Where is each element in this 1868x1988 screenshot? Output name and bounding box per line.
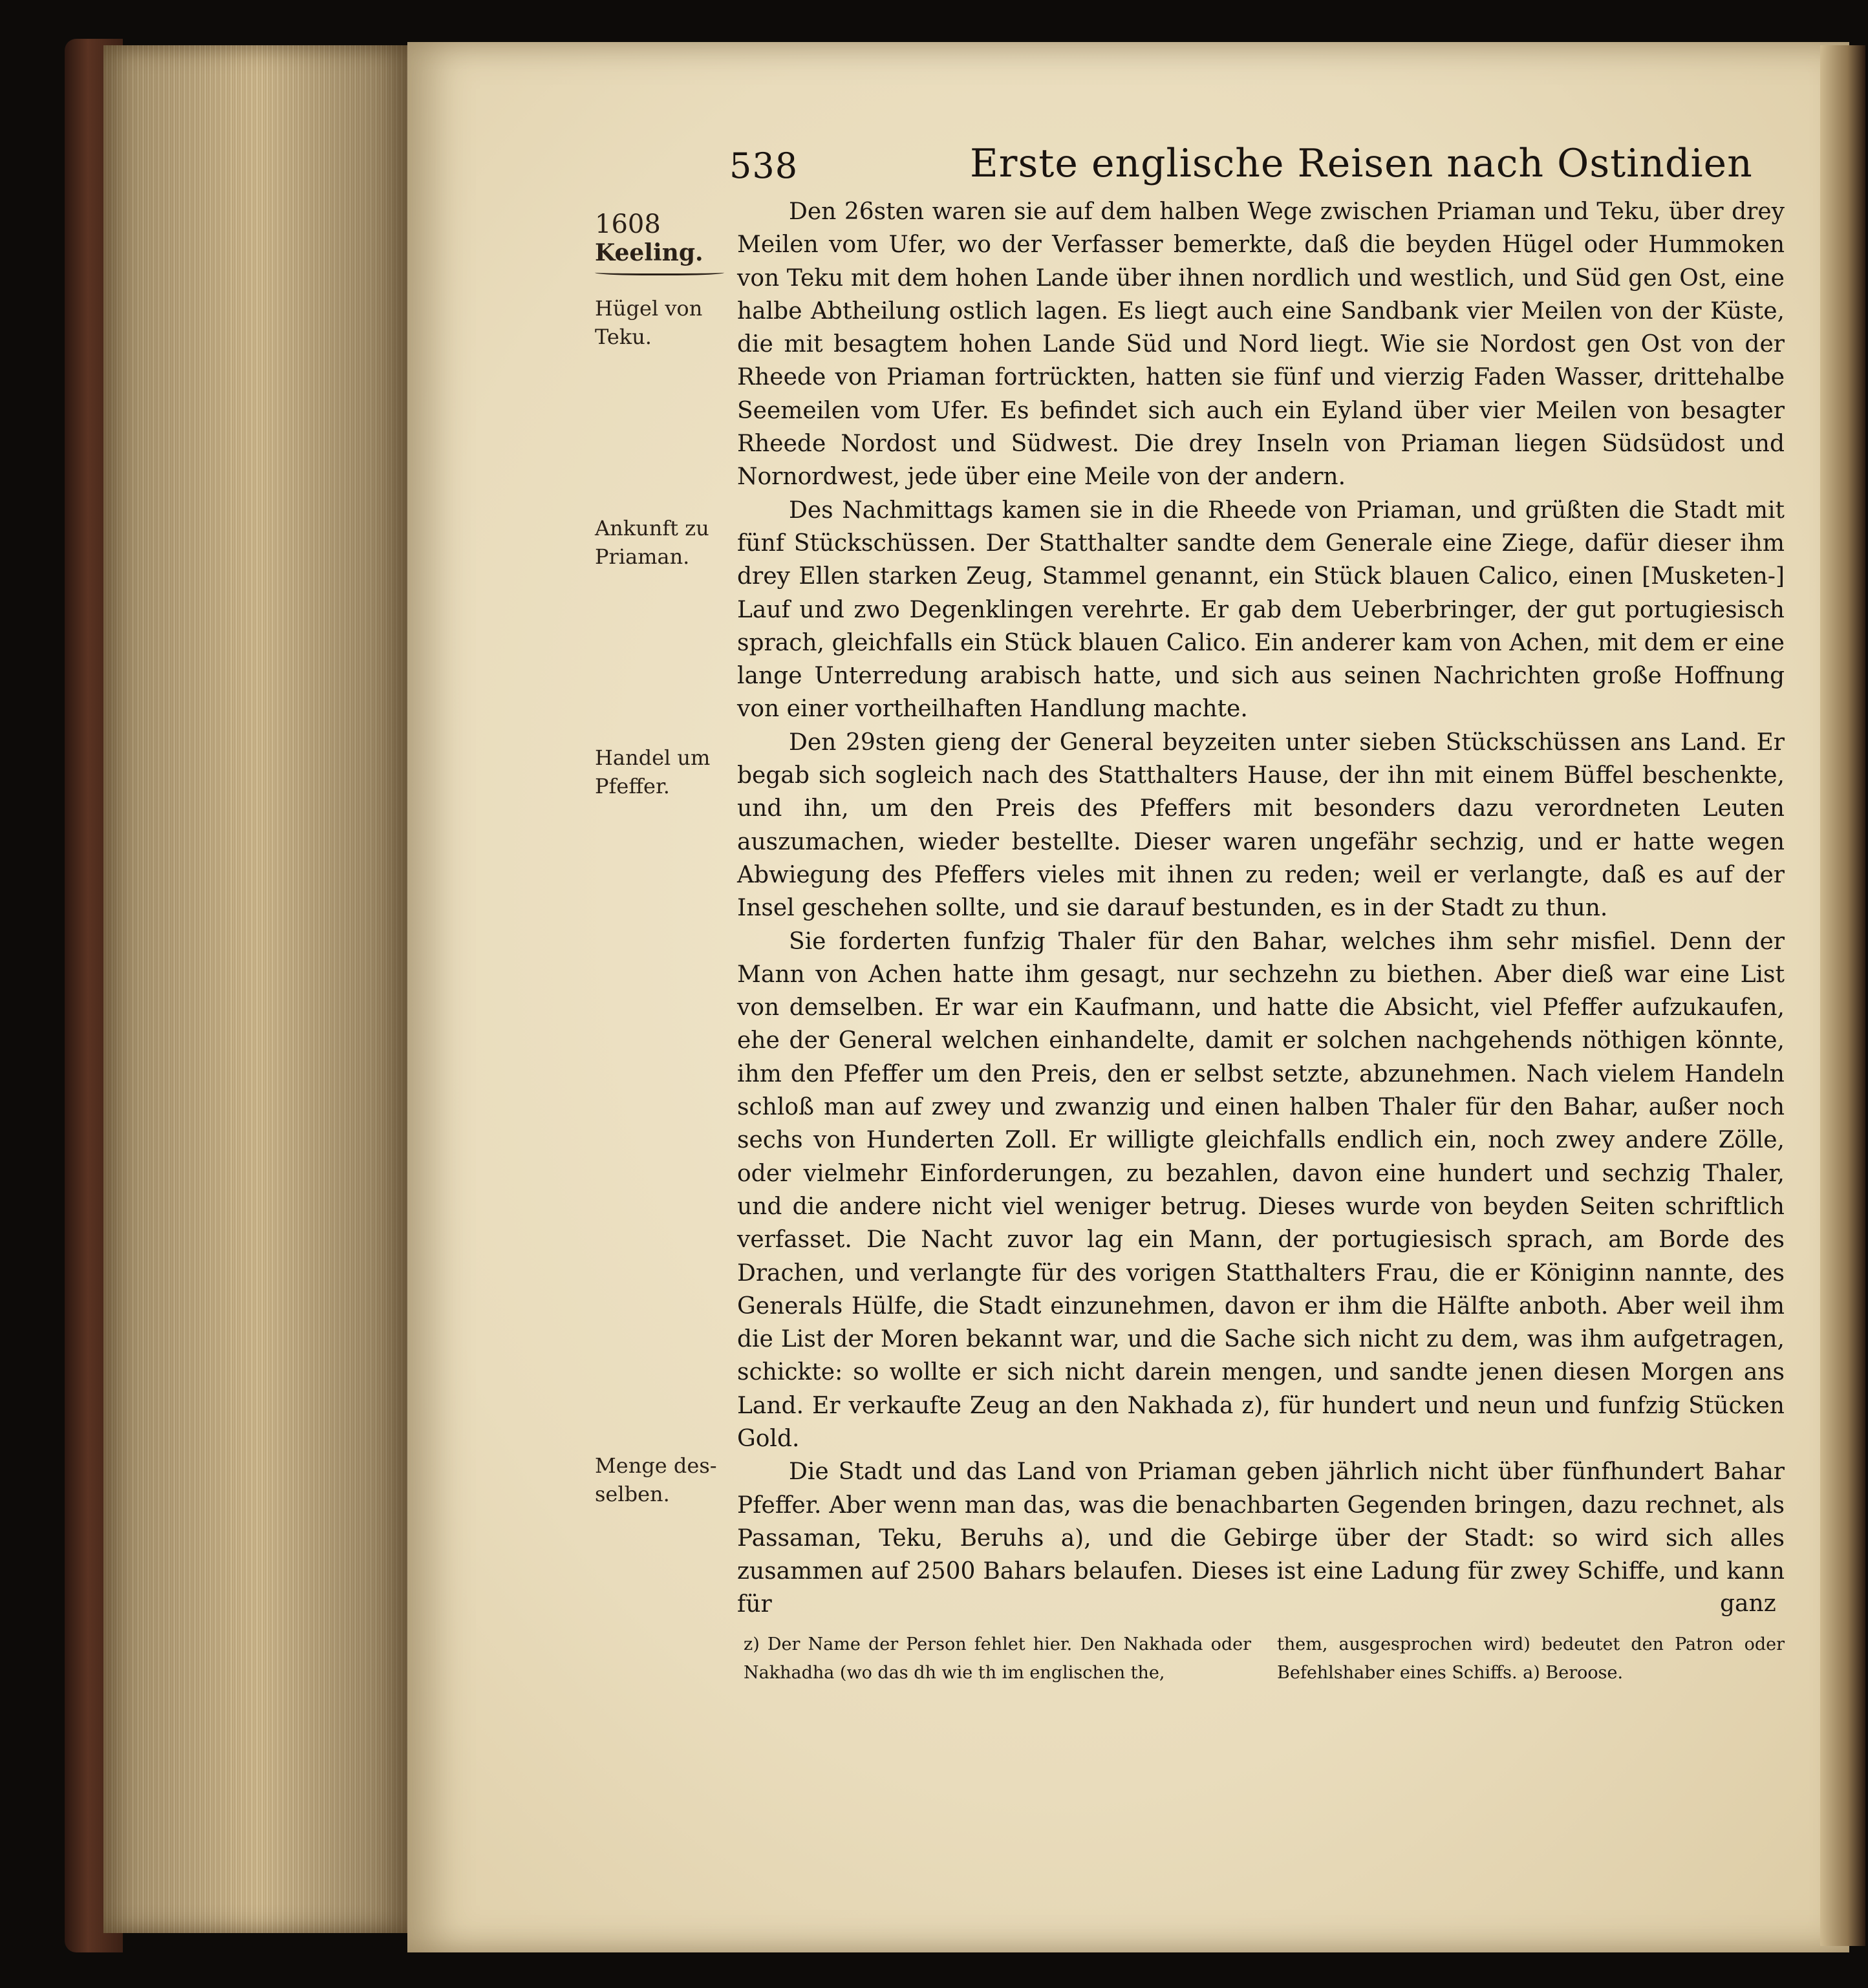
facing-page-edge	[1820, 45, 1865, 1946]
footnotes	[744, 1630, 1785, 1687]
margin-line: selben.	[595, 1482, 670, 1506]
margin-line: Priaman.	[595, 544, 690, 569]
paragraph: Des Nachmittags kamen sie in die Rheede von Priaman, und grüßten die Stadt mit fünf Stückschüssen. Der Statthalter sandte dem Generale eine Ziege, dafür dieser ihm drey Ellen starken Zeug, Stammel genannt, ein Stück blauen Calico, einen [Musketen-] Lauf und zwo Degenklingen verehrte. Er gab dem Ueberbringer, der gut portugiesisch sprach, gleichfalls ein Stück blauen Calico. Ein anderer kam von Achen, mit dem er eine lange Unterredung arabisch hatte, und sich aus seinen Nachrichten große Hoffnung von einer vortheilhaften Handlung machte.	[737, 497, 1785, 723]
body-text	[737, 195, 1785, 1621]
paragraph: Den 29sten gieng der General beyzeiten unter sieben Stückschüssen ans Land. Er begab sich sogleich nach des Statthalters Hause, der ihn mit einem Büffel beschenkte, und ihn, um den Preis des Pfeffers mit besonders dazu verordneten Leuten auszumachen, wieder bestellte. Dieser waren ungefähr sechzig, und er hatte wegen Abwiegung des Pfeffers vieles mit ihnen zu reden; weil er verlangte, daß es auf der Insel geschehen sollte, und sie darauf bestunden, es in der Stadt zu thun.	[737, 729, 1785, 922]
margin-line: 1608	[595, 209, 661, 239]
paragraph: Sie forderten funfzig Thaler für den Bahar, welches ihm sehr misfiel. Denn der Mann von Achen hatte ihm gesagt, nur sechzehn zu biethen. Aber dieß war eine List von demselben. Er war ein Kaufmann, und hatte die Absicht, viel Pfeffer aufzukaufen, ehe der General welchen einhandelte, damit er solchen nachgehends nöthigen könnte, ihm den Pfeffer um den Preis, den er selbst setzte, abzunehmen. Nach vielem Handeln schloß man auf zwey und zwanzig und einen halben Thaler für den Bahar, außer noch sechs von Hunderten Zoll. Er willigte gleichfalls endlich ein, noch zwey andere Zölle, oder vielmehr Einforderungen, zu bezahlen, davon eine hundert und sechzig Thaler, und die andere nicht viel weniger betrug. Dieses wurde von beyden Seiten schriftlich verfasset. Die Nacht zuvor lag ein Mann, der portugiesisch sprach, am Borde des Drachen, und verlangte für des vorigen Statthalters Frau, die er Königinn nannte, des Generals Hülfe, die Stadt einzunehmen, davon er ihm die Hälfte anboth. Aber weil ihm die List der Moren bekannt war, und die Sache sich nicht zu dem, was ihm aufgetragen, schickte: so wollte er sich nicht darein mengen, und sandte jenen diesen Morgen ans Land. Er verkaufte Zeug an den Nakhada z), für hundert und neun und funfzig Stücken Gold.	[737, 928, 1785, 1452]
margin-note-year	[595, 210, 724, 287]
footnote-left: z) Der Name der Person fehlet hier. Den Nakhada oder Nakhadha (wo das dh wie th im englischen the,	[744, 1634, 1251, 1683]
catchword: ganz	[1720, 1590, 1776, 1617]
margin-brace-rule	[595, 268, 724, 275]
margin-line: Teku.	[595, 325, 652, 349]
margin-line: Hügel von	[595, 296, 703, 321]
paragraph: Den 26sten waren sie auf dem halben Wege zwischen Priaman und Teku, über drey Meilen vom Ufer, wo der Verfasser bemerkte, daß die beyden Hügel oder Hummoken von Teku mit dem hohen Lande über ihnen nordlich und westlich, und Süd gen Ost, eine halbe Abtheilung ostlich lagen. Es liegt auch eine Sandbank vier Meilen von der Küste, die mit besagtem hohen Lande Süd und Nord liegt. Wie sie Nordost gen Ost von der Rheede von Priaman fortrückten, hatten sie fünf und vierzig Faden Wasser, drittehalbe Seemeilen vom Ufer. Es befindet sich auch ein Eyland über vier Meilen von besagter Rheede Nordost und Südwest. Die drey Inseln von Priaman liegen Südsüdost und Nornordwest, jede über eine Meile von der andern.	[737, 198, 1785, 491]
margin-line: Pfeffer.	[595, 774, 670, 798]
paragraph: Die Stadt und das Land von Priaman geben jährlich nicht über fünfhundert Bahar Pfeffer. Aber wenn man das, was die benachbarten Gegenden bringen, dazu rechnet, als Passaman, Teku, Beruhs a), und die Gebirge über der Stadt: so wird sich alles zusammen auf 2500 Bahars belaufen. Dieses ist eine Ladung für zwey Schiffe, und kann für	[737, 1459, 1785, 1618]
margin-note-teku	[595, 294, 724, 351]
margin-line: Handel um	[595, 745, 711, 770]
page-edges	[103, 45, 414, 1933]
margin-line: Menge des-	[595, 1453, 717, 1478]
page-number: 538	[729, 145, 799, 186]
margin-line: Ankunft zu	[595, 516, 709, 540]
running-title: Erste englische Reisen nach Ostindien	[970, 141, 1753, 186]
footnote-right: them, ausgesprochen wird) bedeutet den Patron oder Befehlshaber eines Schiffs. a) Beroose.	[1277, 1634, 1785, 1683]
margin-line: Keeling.	[595, 239, 703, 266]
margin-note-pfeffer	[595, 743, 724, 800]
margin-note-menge	[595, 1451, 724, 1508]
margin-note-priaman	[595, 514, 724, 571]
